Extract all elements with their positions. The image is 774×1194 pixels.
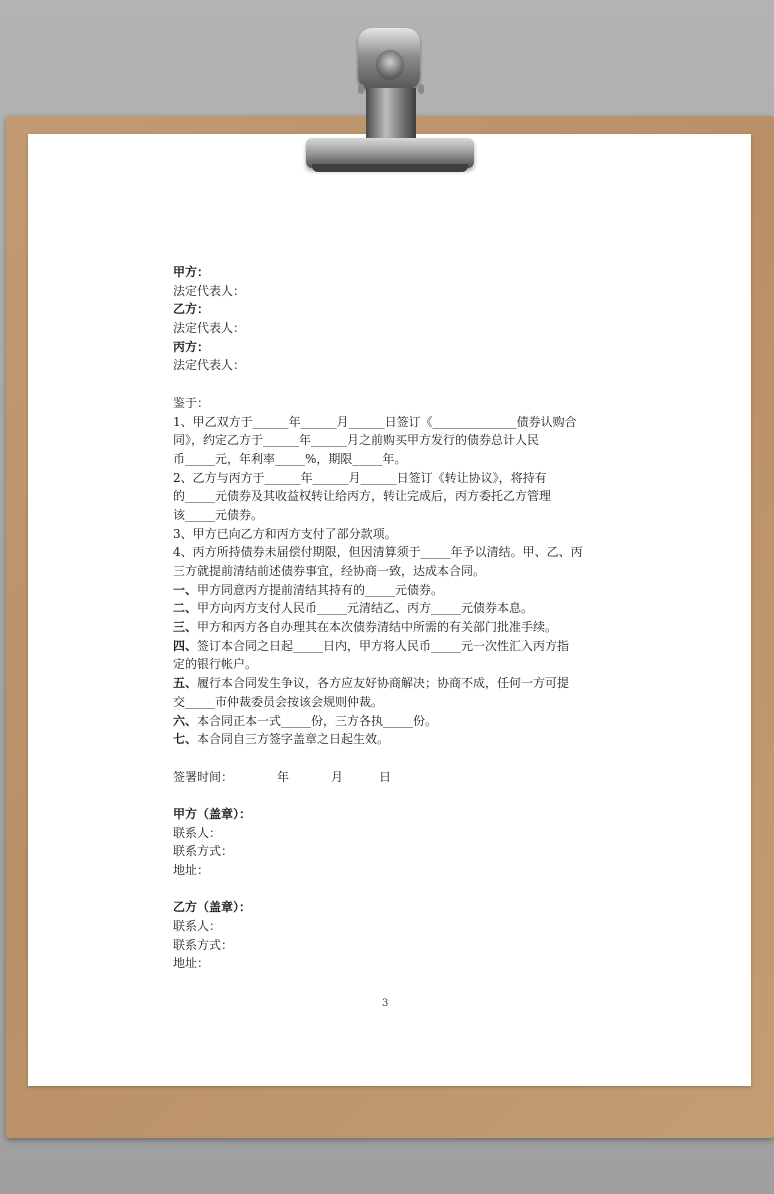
signing-time-label: 签署时间： — [173, 769, 234, 784]
parties-block — [173, 263, 613, 375]
preamble-line: 3、甲方已向乙方和丙方支付了部分款项。 — [173, 526, 397, 541]
clause-line — [173, 712, 613, 731]
clauses-block — [173, 581, 613, 749]
binder-clip-ear-right — [418, 84, 424, 94]
preamble-line: 2、乙方与丙方于______年______月______日签订《转让协议》，将持有 — [173, 470, 547, 485]
clause-number: 三、 — [173, 620, 198, 635]
party-a-seal-block — [173, 805, 613, 880]
clause-number: 四、 — [173, 638, 198, 653]
party-a-seal-title: 甲方（盖章）： — [173, 806, 252, 821]
signing-day: 日 — [379, 769, 392, 784]
clause-text: 本合同正本一式_____份，三方各执_____份。 — [197, 713, 438, 728]
clause-number: 六、 — [173, 713, 198, 728]
clause-text: 甲方同意丙方提前清结其持有的_____元债券。 — [197, 582, 444, 597]
preamble-line: 4、丙方所持债券未届偿付期限，但因清算须于_____年予以清结。甲、乙、丙 — [173, 545, 583, 560]
preamble-line: 的_____元债券及其收益权转让给丙方，转让完成后，丙方委托乙方管理 — [173, 489, 552, 504]
party-b-address: 地址： — [173, 956, 210, 971]
party-a-contact: 联系人： — [173, 825, 222, 840]
contract-document — [173, 263, 613, 973]
party-b-rep: 法定代表人： — [173, 321, 246, 336]
party-c-rep: 法定代表人： — [173, 358, 246, 373]
binder-clip-ear-left — [358, 84, 364, 94]
clause-line — [173, 674, 613, 693]
clause-text: 履行本合同发生争议，各方应友好协商解决；协商不成，任何一方可提 — [197, 676, 570, 691]
binder-clip-neck — [366, 88, 416, 140]
preamble-title: 鉴于： — [173, 395, 210, 410]
clause-number: 二、 — [173, 601, 198, 616]
clause-text: 甲方向丙方支付人民币_____元清结乙、丙方_____元债券本息。 — [197, 601, 534, 616]
clause-text: 交_____市仲裁委员会按该会规则仲裁。 — [173, 694, 384, 709]
clause-text: 甲方和丙方各自办理其在本次债券清结中所需的有关部门批准手续。 — [197, 620, 558, 635]
party-a-contact-method: 联系方式： — [173, 844, 234, 859]
party-a-address: 地址： — [173, 863, 210, 877]
clause-line — [173, 655, 613, 674]
signing-year: 年 — [277, 769, 290, 784]
clause-line — [173, 693, 613, 712]
preamble-line: 三方就提前清结前述债券事宜，经协商一致，达成本合同。 — [173, 564, 486, 578]
clause-text: 签订本合同之日起_____日内，甲方将人民币_____元一次性汇入丙方指 — [197, 638, 570, 653]
party-b-contact: 联系人： — [173, 919, 222, 934]
signing-month: 月 — [331, 769, 344, 784]
party-b-contact-method: 联系方式： — [173, 937, 234, 952]
preamble-line: 同》，约定乙方于______年______月之前购买甲方发行的债券总计人民 — [173, 433, 540, 448]
clause-number: 五、 — [173, 676, 198, 691]
signing-time-line — [173, 768, 613, 787]
party-c-label: 丙方： — [173, 339, 210, 354]
party-b-label: 乙方： — [173, 302, 210, 317]
party-b-seal-block — [173, 898, 613, 973]
clause-number: 七、 — [173, 732, 198, 747]
page-number: 3 — [382, 998, 389, 1009]
clause-number: 一、 — [173, 582, 198, 597]
clause-line — [173, 581, 613, 600]
clause-text: 定的银行帐户。 — [173, 657, 258, 672]
clause-line — [173, 637, 613, 656]
clause-line — [173, 599, 613, 618]
preamble-block — [173, 394, 613, 581]
preamble-line: 该_____元债券。 — [173, 507, 264, 522]
preamble-line: 1、甲乙双方于______年______月______日签订《______________债券认购合 — [173, 414, 577, 429]
binder-clip-lip — [312, 164, 468, 172]
clause-text: 本合同自三方签字盖章之日起生效。 — [197, 732, 390, 747]
binder-clip-hole — [376, 50, 404, 80]
clause-line — [173, 618, 613, 637]
party-a-rep: 法定代表人： — [173, 283, 246, 298]
party-b-seal-title: 乙方（盖章）： — [173, 900, 252, 915]
preamble-line: 币_____元，年利率_____%，期限_____年。 — [173, 451, 407, 466]
clause-line — [173, 730, 613, 749]
party-a-label: 甲方： — [173, 265, 210, 279]
